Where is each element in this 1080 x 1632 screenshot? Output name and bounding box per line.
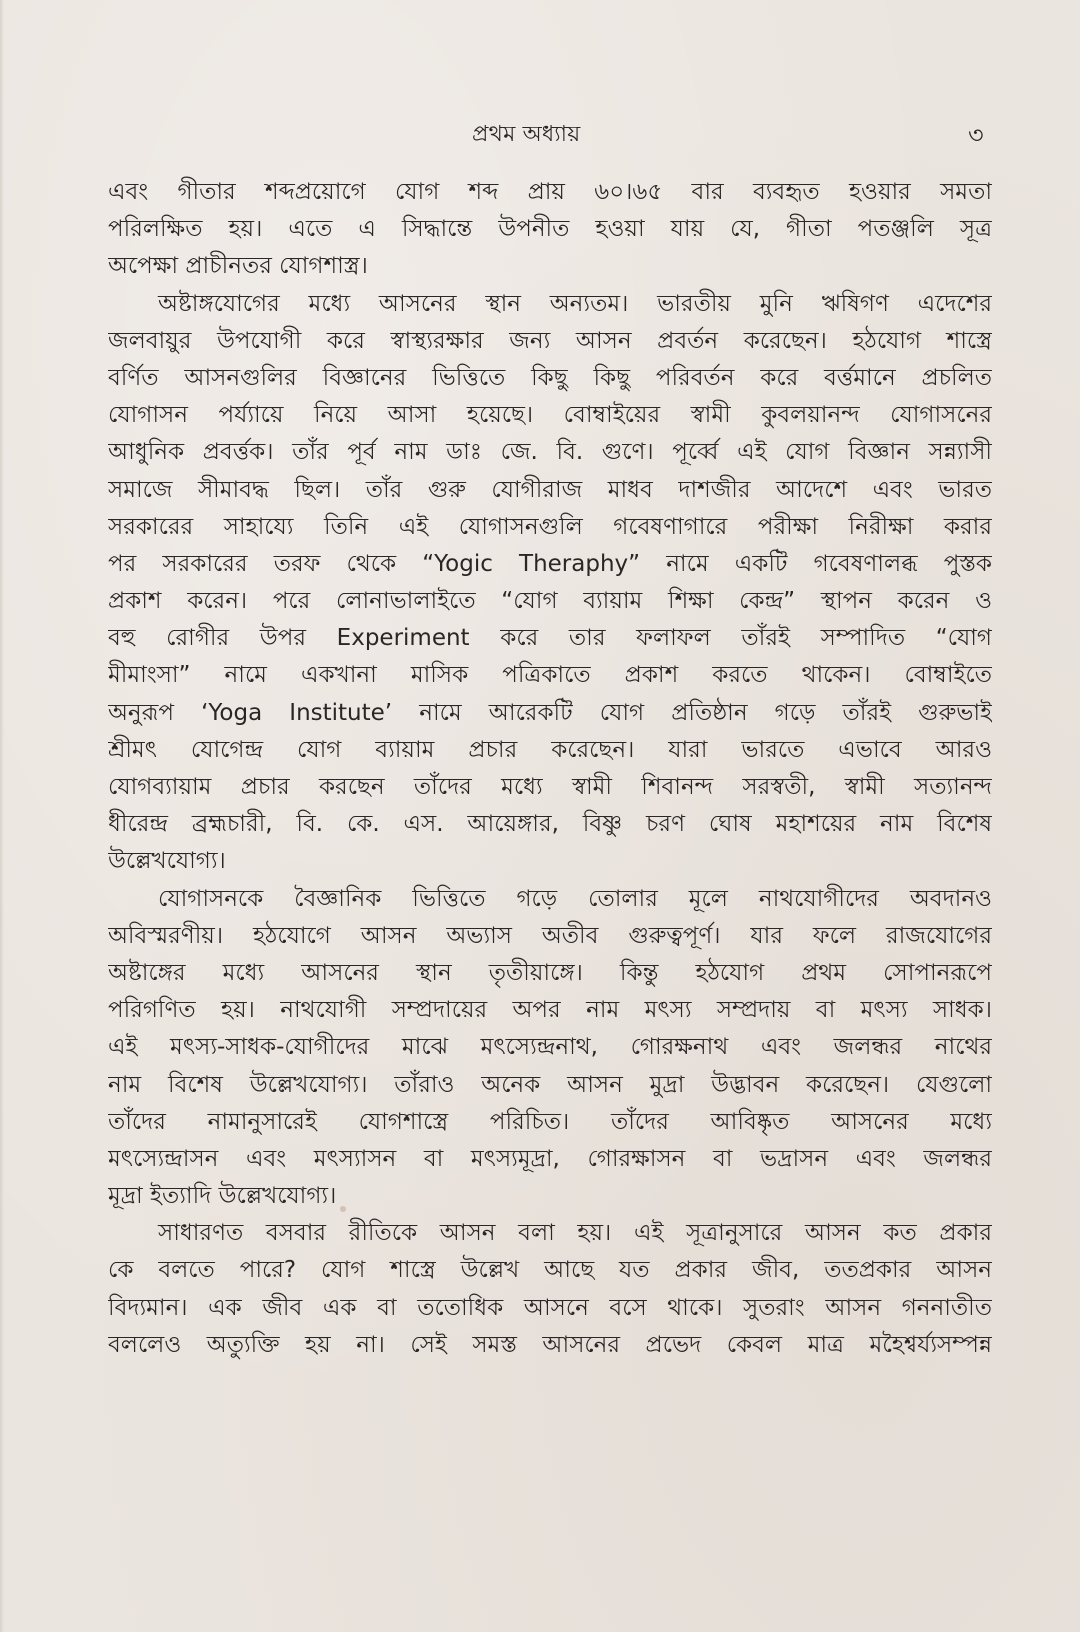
page-number: ৩ bbox=[968, 121, 984, 149]
text-line: অবিস্মরণীয়। হঠযোগে আসন অভ্যাস অতীব গুরুত্বপূর্ণ। যার ফলে রাজযোগের bbox=[108, 922, 992, 949]
text-line: ধীরেন্দ্র ব্রহ্মচারী, বি. কে. এস. আয়েঙ্গার, বিষ্ণু চরণ ঘোষ মহাশয়ের নাম বিশেষ bbox=[108, 811, 992, 838]
text-line: যোগাসনকে বৈজ্ঞানিক ভিত্তিতে গড়ে তোলার মূলে নাথযোগীদের অবদানও bbox=[158, 885, 992, 912]
text-line: তাঁদের নামানুসারেই যোগশাস্ত্রে পরিচিত। তাঁদের আবিষ্কৃত আসনের মধ্যে bbox=[108, 1108, 992, 1135]
text-line: মৎস্যেন্দ্রাসন এবং মৎস্যাসন বা মৎস্যমূদ্রা, গোরক্ষাসন বা ভদ্রাসন এবং জলন্ধর bbox=[108, 1145, 992, 1172]
chapter-title: প্রথম অধ্যায় bbox=[472, 122, 581, 147]
text-line: বর্ণিত আসনগুলির বিজ্ঞানের ভিত্তিতে কিছু কিছু পরিবর্তন করে বর্ত্তমানে প্রচলিত bbox=[108, 364, 992, 391]
text-line: সমাজে সীমাবদ্ধ ছিল। তাঁর গুরু যোগীরাজ মাধব দাশজীর আদেশে এবং ভারত bbox=[108, 476, 992, 503]
text-line: অষ্টাঙ্গযোগের মধ্যে আসনের স্থান অন্যতম। ভারতীয় মুনি ঋষিগণ এদেশের bbox=[158, 290, 992, 317]
running-head bbox=[0, 118, 1080, 152]
text-line: এই মৎস্য-সাধক-যোগীদের মাঝে মৎস্যেন্দ্রনাথ, গোরক্ষনাথ এবং জলন্ধর নাথের bbox=[108, 1034, 992, 1061]
text-line: উল্লেখযোগ্য। bbox=[108, 848, 226, 875]
text-line: সাধারণত বসবার রীতিকে আসন বলা হয়। এই সূত্রানুসারে আসন কত প্রকার bbox=[158, 1220, 992, 1247]
page-edge-shadow bbox=[0, 0, 4, 1632]
text-line: প্রকাশ করেন। পরে লোনাভালাইতে “যোগ ব্যায়াম শিক্ষা কেন্দ্র” স্থাপন করেন ও bbox=[108, 588, 992, 615]
text-line: মূদ্রা ইত্যাদি উল্লেখযোগ্য। bbox=[108, 1183, 337, 1210]
body-text bbox=[108, 174, 992, 1364]
text-line: যোগব্যায়াম প্রচার করছেন তাঁদের মধ্যে স্বামী শিবানন্দ সরস্বতী, স্বামী সত্যানন্দ bbox=[108, 774, 992, 800]
text-line: বহু রোগীর উপর Experiment করে তার ফলাফল তাঁরই সম্পাদিত “যোগ bbox=[108, 625, 992, 652]
text-line: বললেও অত্যুক্তি হয় না। সেই সমস্ত আসনের প্রভেদ কেবল মাত্র মহৈশ্বর্য্যসম্পন্ন bbox=[108, 1331, 992, 1358]
text-line: এবং গীতার শব্দপ্রয়োগে যোগ শব্দ প্রায় ৬০।৬৫ বার ব্যবহৃত হওয়ার সমতা bbox=[108, 179, 992, 205]
text-line: কে বলতে পারে? যোগ শাস্ত্রে উল্লেখ আছে যত প্রকার জীব, ততপ্রকার আসন bbox=[108, 1257, 992, 1284]
text-line: সরকারের সাহায্যে তিনি এই যোগাসনগুলি গবেষণাগারে পরীক্ষা নিরীক্ষা করার bbox=[108, 513, 992, 540]
text-line: পরিগণিত হয়। নাথযোগী সম্প্রদায়ের অপর নাম মৎস্য সম্প্রদায় বা মৎস্য সাধক। bbox=[108, 997, 992, 1024]
text-line: শ্রীমৎ যোগেন্দ্র যোগ ব্যায়াম প্রচার করেছেন। যারা ভারতে এভাবে আরও bbox=[108, 736, 992, 763]
text-line: মীমাংসা” নামে একখানা মাসিক পত্রিকাতে প্রকাশ করতে থাকেন। বোম্বাইতে bbox=[108, 662, 992, 689]
text-line: পরিলক্ষিত হয়। এতে এ সিদ্ধান্তে উপনীত হওয়া যায় যে, গীতা পতঞ্জলি সূত্র bbox=[108, 216, 992, 243]
text-line: অপেক্ষা প্রাচীনতর যোগশাস্ত্র। bbox=[108, 253, 368, 280]
text-line: পর সরকারের তরফ থেকে “Yogic Theraphy” নামে একটি গবেষণালব্ধ পুস্তক bbox=[108, 550, 992, 577]
text-line: বিদ্যমান। এক জীব এক বা ততোধিক আসনে বসে থাকে। সুতরাং আসন গননাতীত bbox=[108, 1294, 992, 1321]
text-line: যোগাসন পর্য্যায়ে নিয়ে আসা হয়েছে। বোম্বাইয়ের স্বামী কুবলয়ানন্দ যোগাসনের bbox=[108, 402, 992, 429]
text-line: জলবায়ুর উপযোগী করে স্বাস্থ্যরক্ষার জন্য আসন প্রবর্তন করেছেন। হঠযোগ শাস্ত্রে bbox=[108, 327, 992, 354]
text-line: অনুরূপ ‘Yoga Institute’ নামে আরেকটি যোগ প্রতিষ্ঠান গড়ে তাঁরই গুরুভাই bbox=[108, 699, 992, 726]
text-line: অষ্টাঙ্গের মধ্যে আসনের স্থান তৃতীয়াঙ্গে। কিন্তু হঠযোগ প্রথম সোপানরূপে bbox=[108, 959, 992, 986]
paper-speck bbox=[340, 1206, 346, 1212]
text-line: নাম বিশেষ উল্লেখযোগ্য। তাঁরাও অনেক আসন মুদ্রা উদ্ভাবন করেছেন। যেগুলো bbox=[108, 1071, 992, 1098]
text-line: আধুনিক প্রবর্ত্তক। তাঁর পূর্ব নাম ডাঃ জে. বি. গুণে। পূর্ব্বে এই যোগ বিজ্ঞান সন্ন্যাসী bbox=[108, 439, 992, 466]
